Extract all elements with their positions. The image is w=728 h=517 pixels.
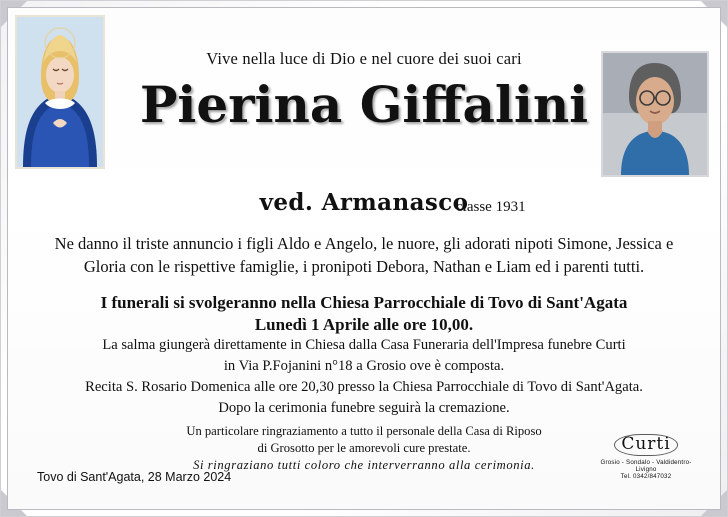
service-details [41,335,687,418]
announcement-text: Ne danno il triste annuncio i figli Aldo e Angelo, le nuore, gli adorati nipoti Simone, Jessica e Gloria con le rispettive famiglie, i pronipoti Debora, Nathan e Liam ed i parenti tutti. [54,234,674,276]
widow-of-label: ved. Armanasco [259,189,469,216]
thanks-line-1: Un particolare ringraziamento a tutto il personale della Casa di Riposo [186,424,542,438]
thanks-italic-line: Si ringraziano tutti coloro che interverranno alla cerimonia. [193,458,535,472]
detail-line-4: Dopo la cerimonia funebre seguirà la cremazione. [218,399,510,416]
thanks-line-2: di Grosotto per le amorevoli cure prestate. [257,441,471,455]
place-and-date: Tovo di Sant'Agata, 28 Marzo 2024 [37,470,232,484]
detail-line-3: Recita S. Rosario Domenica alle ore 20,30 presso la Chiesa Parrocchiale di Tovo di Sant'Agata. [85,378,643,395]
birth-class-label: classe 1931 [456,199,526,215]
funeral-line-2: Lunedì 1 Aprile alle ore 10,00. [254,315,474,335]
agency-phone: Tel. 0342/847032 [620,473,672,480]
detail-line-2: in Via P.Fojanini n°18 a Grosio ove è composta. [223,357,505,374]
funeral-line-1: I funerali si svolgeranno nella Chiesa Parrocchiale di Tovo di Sant'Agata [100,293,628,312]
agency-mark: Curti [614,434,677,456]
detail-line-1: La salma giungerà direttamente in Chiesa dalla Casa Funeraria dell'Impresa funebre Curti [102,337,626,353]
funeral-info [25,292,703,336]
deceased-name: Pierina Giffalini [139,75,589,134]
poster-top-line: Vive nella luce di Dio e nel cuore dei suoi cari [206,49,522,68]
agency-locations: Grosio - Sondalo - Valdidentro-Livigno [600,459,692,473]
thanks-block [81,423,647,474]
funeral-agency-logo [591,434,701,480]
